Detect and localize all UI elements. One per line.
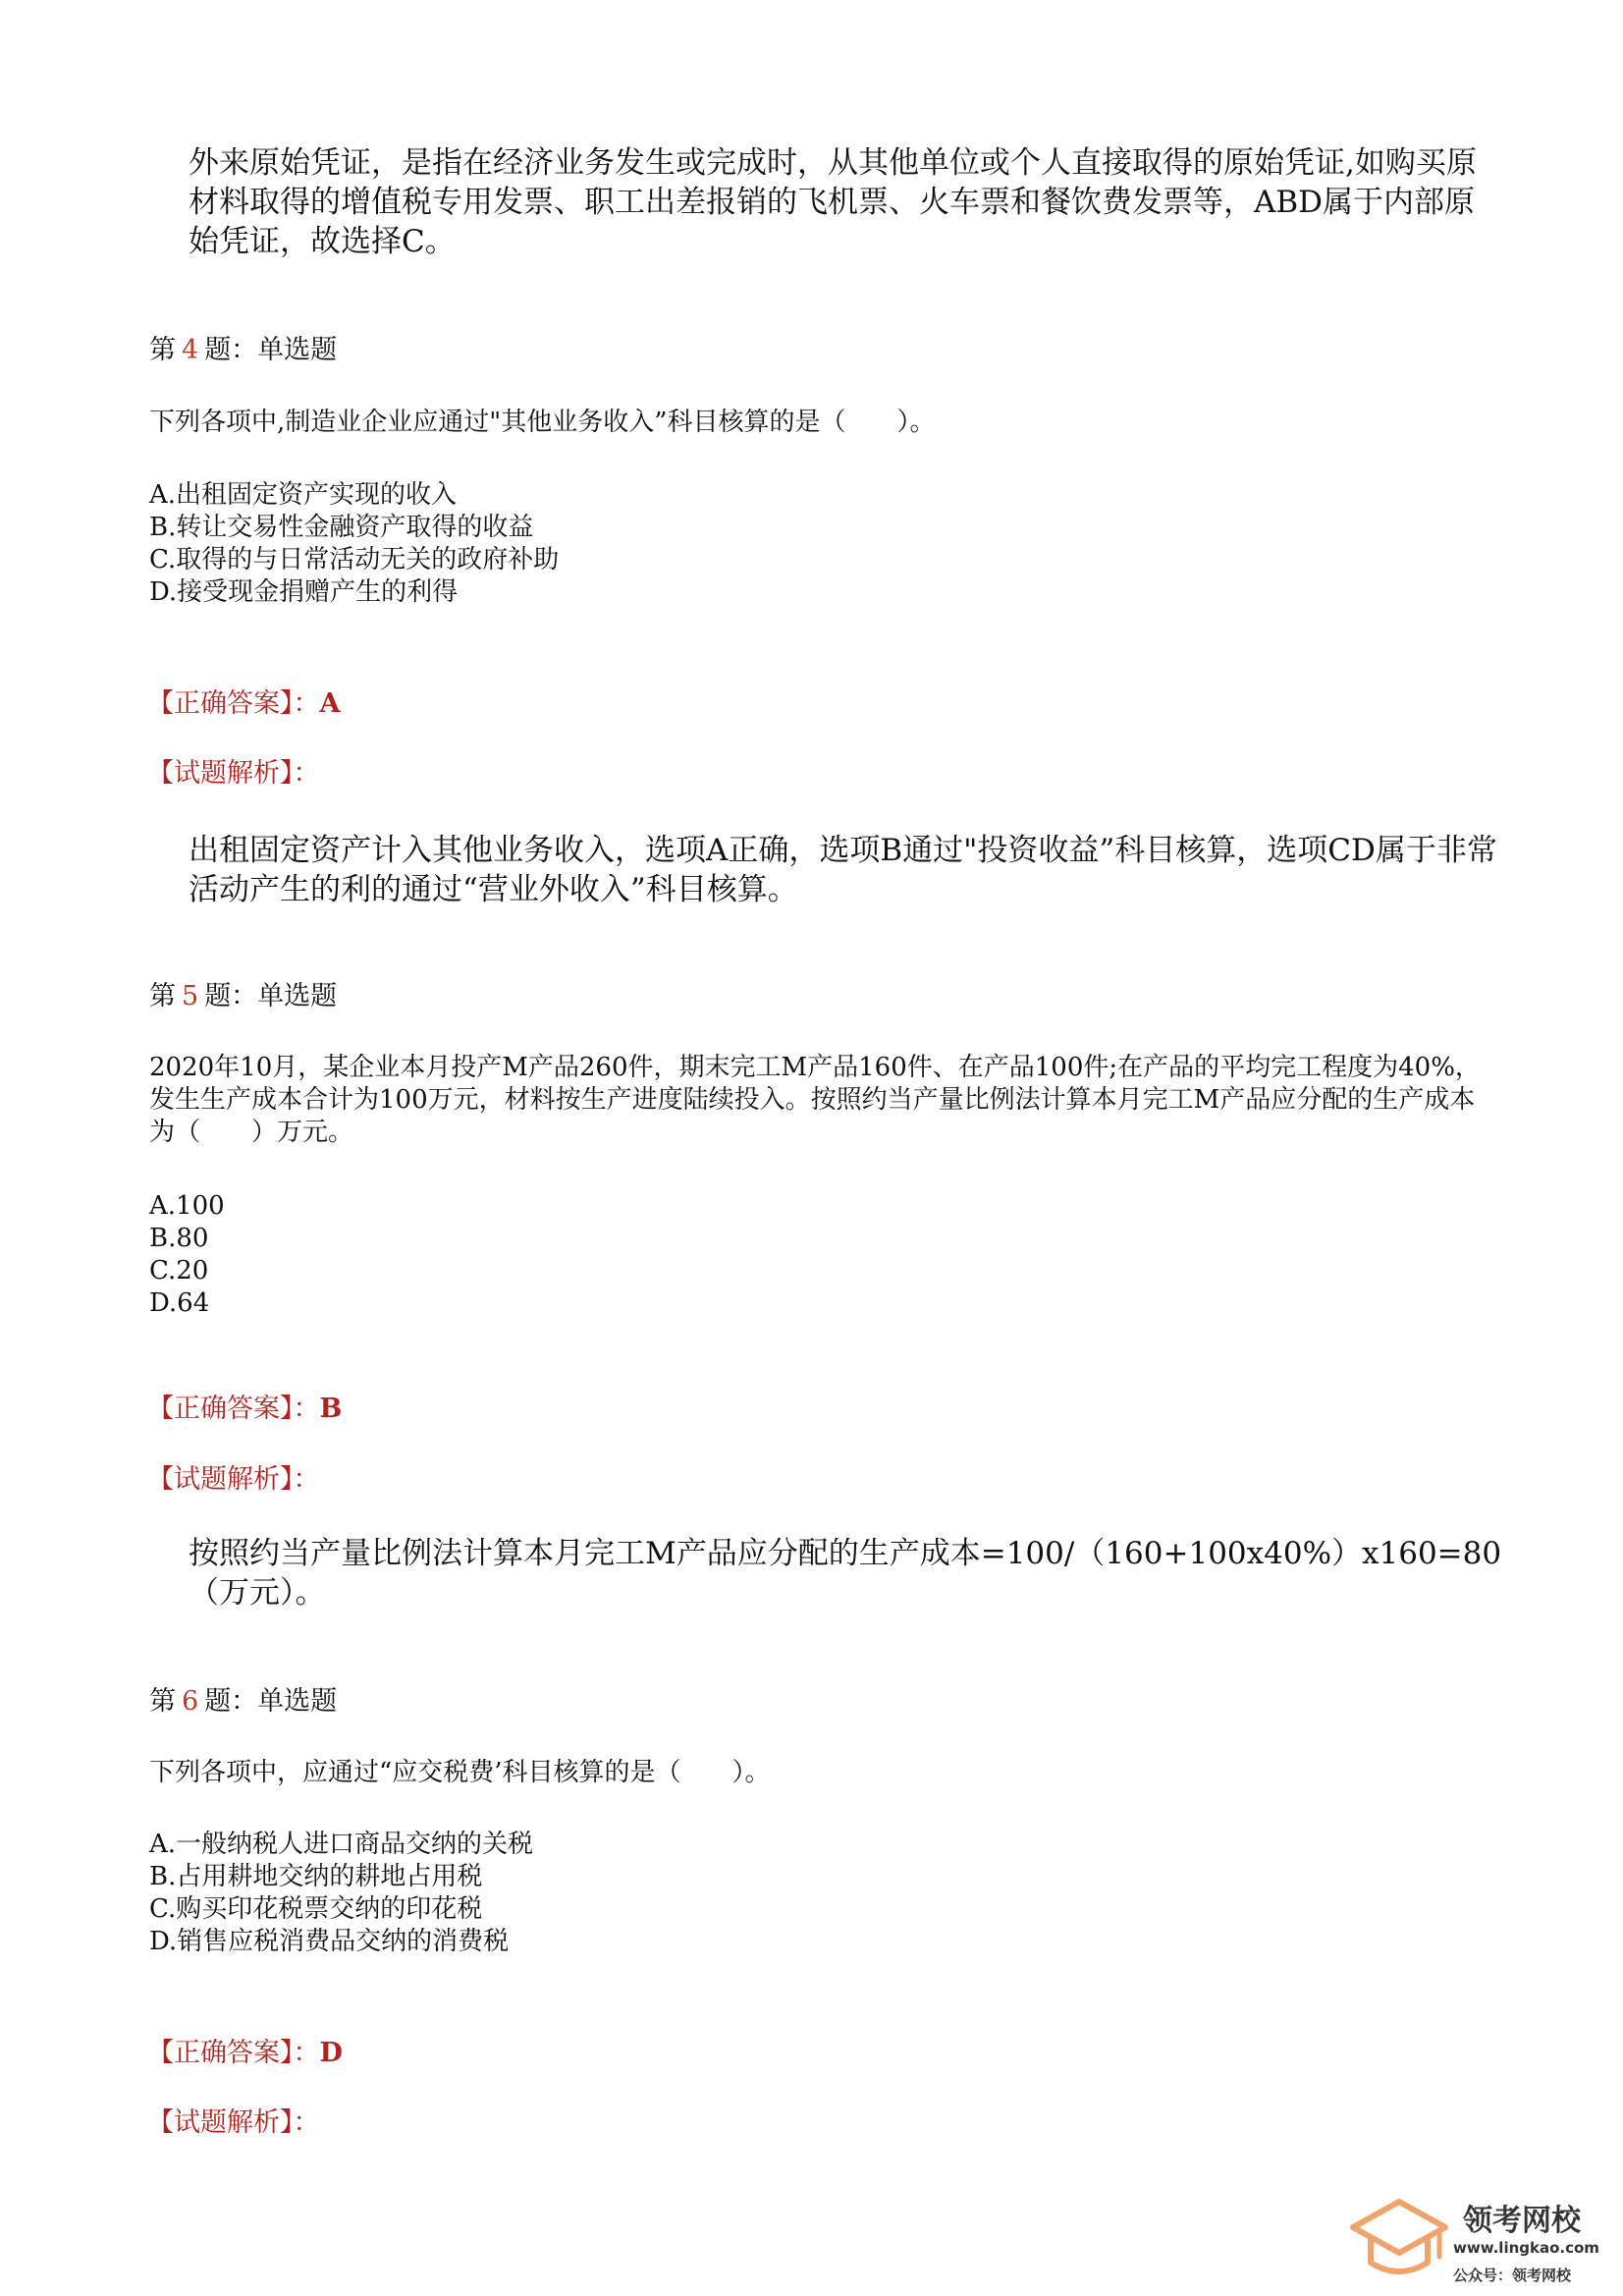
question-4-header — [149, 334, 337, 367]
option-a: A.一般纳税人进口商品交纳的关税 — [149, 1830, 534, 1859]
answer-label: 【正确答案】： — [147, 1394, 320, 1424]
graduation-cap-icon — [1345, 2188, 1453, 2286]
question-type: 题：单选题 — [204, 335, 338, 365]
option-c: C.购买印花税票交纳的印花税 — [149, 1894, 483, 1924]
question-5-header — [149, 980, 337, 1013]
prev-explanation: 外来原始凭证，是指在经济业务发生或完成时，从其他单位或个人直接取得的原始凭证,如购买原材料取得的增值税专用发票、职工出差报销的飞机票、火车票和餐饮费发票等，ABD属于内部原始凭证，故选择C。 — [189, 145, 1477, 259]
question-5-explanation: 按照约当产量比例法计算本月完工M产品应分配的生产成本=100/（160+100x40%）x160=80（万元）。 — [189, 1536, 1502, 1611]
option-d: D.64 — [149, 1288, 210, 1318]
option-b: B.占用耕地交纳的耕地占用税 — [149, 1862, 483, 1891]
option-d: D.销售应税消费品交纳的消费税 — [149, 1927, 510, 1956]
answer-label: 【正确答案】： — [147, 688, 320, 719]
option-a: A.出租固定资产实现的收入 — [149, 480, 458, 510]
question-4-options — [149, 479, 559, 609]
option-c: C.20 — [149, 1256, 209, 1285]
question-type: 题：单选题 — [204, 981, 338, 1011]
question-number: 5 — [182, 981, 199, 1011]
question-number: 4 — [182, 335, 199, 365]
question-6-options — [149, 1829, 533, 1958]
question-4-explanation: 出租固定资产计入其他业务收入，选项A正确，选项B通过"投资收益”科目核算，选项CD属于非常活动产生的利的通过“营业外收入”科目核算。 — [189, 833, 1497, 907]
logo-url: www.lingkao.com — [1453, 2239, 1599, 2257]
question-6-text: 下列各项中，应通过“应交税费’科目核算的是（ ）。 — [149, 1758, 771, 1787]
question-prefix: 第 — [149, 335, 176, 365]
question-type: 题：单选题 — [204, 1686, 338, 1717]
answer-value: B — [319, 1394, 343, 1424]
analysis-label: 【试题解析】： — [147, 758, 320, 789]
option-a: A.100 — [149, 1191, 225, 1221]
option-b: B.转让交易性金融资产取得的收益 — [149, 513, 534, 542]
question-5-analysis-label — [147, 1463, 320, 1497]
option-c: C.取得的与日常活动无关的政府补助 — [149, 545, 560, 574]
question-6-header — [149, 1685, 337, 1719]
question-6-analysis-label — [147, 2106, 320, 2140]
question-prefix: 第 — [149, 981, 176, 1011]
question-4-answer — [147, 687, 340, 721]
logo-wechat-account: 公众号：领考网校 — [1453, 2267, 1572, 2284]
question-prefix: 第 — [149, 1686, 176, 1717]
question-number: 6 — [182, 1686, 199, 1717]
question-6-answer — [147, 2037, 343, 2070]
question-5-options — [149, 1190, 225, 1320]
question-5-answer — [147, 1393, 342, 1426]
answer-label: 【正确答案】： — [147, 2038, 320, 2068]
question-4-text: 下列各项中,制造业企业应通过"其他业务收入”科目核算的是（ ）。 — [149, 408, 936, 437]
option-b: B.80 — [149, 1224, 209, 1253]
option-d: D.接受现金捐赠产生的利得 — [149, 577, 459, 607]
analysis-label: 【试题解析】： — [147, 1464, 320, 1495]
answer-value: D — [319, 2038, 343, 2068]
question-4-analysis-label — [147, 757, 320, 791]
answer-value: A — [319, 688, 341, 719]
lingkao-logo — [1345, 2188, 1610, 2286]
logo-title: 领考网校 — [1463, 2204, 1581, 2238]
analysis-label: 【试题解析】： — [147, 2107, 320, 2138]
question-5-text: 2020年10月，某企业本月投产M产品260件，期末完工M产品160件、在产品100件;在产品的平均完工程度为40%，发生生产成本合计为100万元，材料按生产进度陆续投入。按照约当产量比例法计算本月完工M产品应分配的生产成本为（ ）万元。 — [149, 1053, 1481, 1147]
